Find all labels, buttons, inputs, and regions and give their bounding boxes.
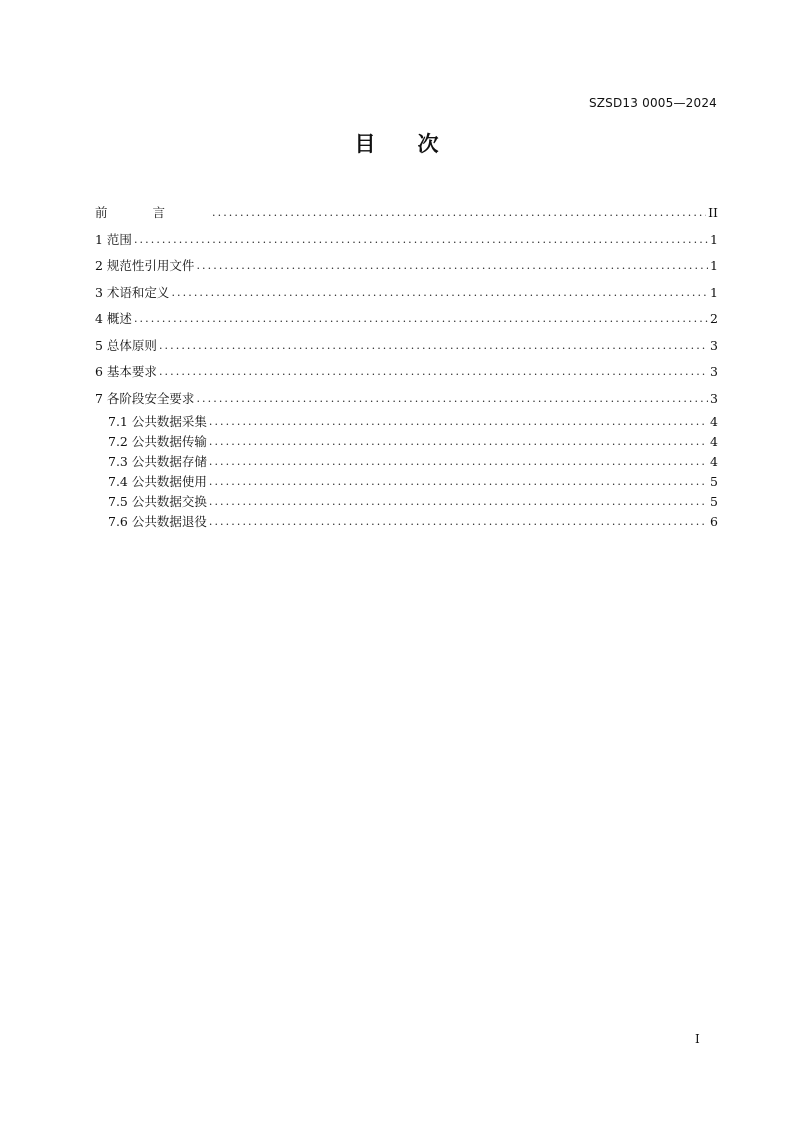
toc-dot-leader: [209, 473, 708, 491]
page-number: I: [695, 1032, 700, 1046]
toc-dot-leader: [209, 433, 708, 451]
toc-entry-page: 4: [710, 434, 718, 449]
toc-entry-page: 5: [710, 494, 718, 509]
toc-entry-label: 7.6 公共数据退役: [108, 514, 207, 529]
toc-entry[interactable]: [95, 492, 718, 512]
toc-entry-page: 3: [710, 364, 718, 380]
toc-entry[interactable]: [95, 432, 718, 452]
toc-entry[interactable]: [95, 333, 718, 360]
toc-entry-page: 1: [710, 231, 718, 247]
toc-entry-label: 7.5 公共数据交换: [108, 494, 207, 509]
toc-title: 目次: [354, 132, 481, 156]
toc-dot-leader: [209, 493, 708, 511]
toc-entry-page: 1: [710, 258, 718, 274]
toc-entry-label: 前言: [95, 205, 211, 221]
toc-entry-page: 3: [710, 390, 718, 406]
toc-dot-leader: [212, 204, 706, 222]
toc-entry-label: 7.3 公共数据存储: [108, 454, 207, 469]
toc-entry-label: 4 概述: [95, 311, 132, 327]
toc-entry[interactable]: [95, 306, 718, 333]
toc-dot-leader: [171, 284, 708, 302]
toc-entry[interactable]: [95, 386, 718, 413]
toc-dot-leader: [196, 257, 708, 275]
toc-entry-label: 7 各阶段安全要求: [95, 390, 195, 406]
table-of-contents: [95, 200, 718, 532]
toc-entry[interactable]: [95, 359, 718, 386]
toc-entry-label: 3 术语和定义: [95, 284, 170, 300]
toc-entry[interactable]: [95, 227, 718, 254]
toc-entry[interactable]: [95, 200, 718, 227]
toc-entry-page: 4: [710, 454, 718, 469]
toc-entry-label: 5 总体原则: [95, 337, 157, 353]
toc-dot-leader: [159, 363, 708, 381]
toc-dot-leader: [209, 453, 708, 471]
toc-entry[interactable]: [95, 253, 718, 280]
toc-entry-page: II: [708, 205, 718, 221]
toc-entry[interactable]: [95, 512, 718, 532]
toc-entry[interactable]: [95, 452, 718, 472]
toc-entry-label: 6 基本要求: [95, 364, 157, 380]
toc-dot-leader: [209, 513, 708, 531]
toc-entry-page: 4: [710, 414, 718, 429]
toc-dot-leader: [134, 310, 708, 328]
toc-entry-page: 5: [710, 474, 718, 489]
toc-entry[interactable]: [95, 280, 718, 307]
document-code: SZSD13 0005—2024: [588, 96, 717, 110]
toc-entry-page: 6: [710, 514, 718, 529]
toc-dot-leader: [209, 413, 708, 431]
toc-entry[interactable]: [95, 472, 718, 492]
toc-entry-label: 2 规范性引用文件: [95, 258, 195, 274]
toc-entry-page: 3: [710, 337, 718, 353]
toc-entry-page: 1: [710, 284, 718, 300]
toc-entry[interactable]: [95, 412, 718, 432]
toc-entry-label: 7.1 公共数据采集: [108, 414, 207, 429]
toc-dot-leader: [196, 390, 708, 408]
toc-entry-label: 1 范围: [95, 231, 132, 247]
toc-entry-label: 7.4 公共数据使用: [108, 474, 207, 489]
toc-dot-leader: [159, 337, 708, 355]
toc-entry-label: 7.2 公共数据传输: [108, 434, 207, 449]
toc-entry-page: 2: [710, 311, 718, 327]
toc-dot-leader: [134, 231, 708, 249]
